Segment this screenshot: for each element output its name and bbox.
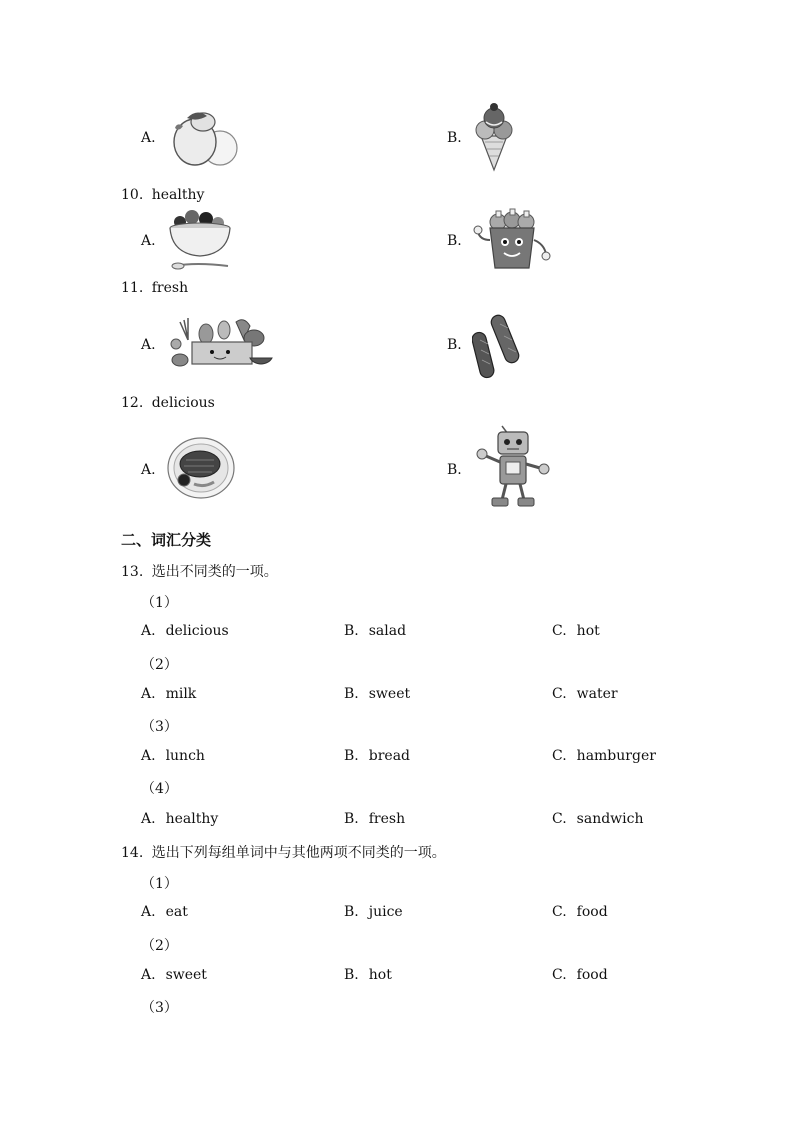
option-letter: C. <box>552 811 567 827</box>
option-letter: B. <box>344 748 359 764</box>
question-word: delicious <box>151 395 215 411</box>
question-10 <box>121 187 204 203</box>
option-c <box>552 904 608 920</box>
question-number: 12. <box>121 395 144 411</box>
option-c <box>552 811 644 827</box>
option-word: delicious <box>165 623 229 639</box>
question-13-prompt <box>121 561 278 581</box>
option-letter: C. <box>552 748 567 764</box>
option-letter: B. <box>344 686 359 702</box>
question-number: 10. <box>121 187 144 203</box>
option-letter: B. <box>344 967 359 983</box>
option-word: salad <box>368 623 407 639</box>
option-b <box>344 811 405 827</box>
option-letter: C. <box>552 686 567 702</box>
option-word: milk <box>165 686 197 702</box>
option-letter: A. <box>141 623 156 639</box>
group-label: （1） <box>141 876 178 892</box>
option-word: hot <box>576 623 600 639</box>
option-letter: A. <box>141 967 156 983</box>
option-b <box>344 967 392 983</box>
option-letter: A. <box>141 904 156 920</box>
option-word: hot <box>368 967 392 983</box>
option-word: eat <box>165 904 188 920</box>
option-word: hamburger <box>576 748 656 764</box>
option-letter: A. <box>141 686 156 702</box>
option-letter: B. <box>344 623 359 639</box>
question-text: 选出不同类的一项。 <box>151 564 278 580</box>
question-word: fresh <box>151 280 189 296</box>
question-14-prompt <box>121 842 446 862</box>
question-number: 11. <box>121 280 144 296</box>
robot-icon <box>472 424 554 512</box>
option-word: lunch <box>165 748 205 764</box>
option-a <box>141 748 205 764</box>
vegetable-basket-icon <box>166 314 276 376</box>
option-a <box>141 686 196 702</box>
option-word: sweet <box>165 967 207 983</box>
option-a <box>141 811 218 827</box>
option-word: juice <box>368 904 403 920</box>
option-letter-9b: B. <box>447 130 462 146</box>
option-word: sandwich <box>576 811 644 827</box>
option-word: healthy <box>165 811 219 827</box>
option-letter: A. <box>141 811 156 827</box>
group-label: （1） <box>141 595 178 611</box>
ice-cream-icon <box>471 102 517 172</box>
fried-chicken-bucket-icon <box>472 208 552 270</box>
group-label: （2） <box>141 938 178 954</box>
group-label: （3） <box>141 719 178 735</box>
option-b <box>344 623 406 639</box>
option-letter: B. <box>344 904 359 920</box>
option-letter-10a: A. <box>141 233 156 249</box>
lemon-icon <box>165 106 241 168</box>
option-a <box>141 904 188 920</box>
option-letter-10b: B. <box>447 233 462 249</box>
question-text: 选出下列每组单词中与其他两项不同类的一项。 <box>151 845 446 861</box>
section-heading: 二、词汇分类 <box>121 531 212 549</box>
option-letter-12a: A. <box>141 462 156 478</box>
option-letter: C. <box>552 967 567 983</box>
steak-plate-icon <box>166 436 236 500</box>
option-letter-11a: A. <box>141 337 156 353</box>
sausage-icon <box>472 310 526 382</box>
option-letter: C. <box>552 904 567 920</box>
fruit-bowl-icon <box>166 208 234 272</box>
option-a <box>141 623 229 639</box>
option-word: bread <box>368 748 410 764</box>
option-word: sweet <box>368 686 411 702</box>
option-letter: B. <box>344 811 359 827</box>
option-letter: A. <box>141 748 156 764</box>
question-12 <box>121 395 215 411</box>
option-letter-11b: B. <box>447 337 462 353</box>
option-c <box>552 686 618 702</box>
question-number: 14. <box>121 845 144 861</box>
option-c <box>552 623 600 639</box>
option-letter: C. <box>552 623 567 639</box>
option-c <box>552 967 608 983</box>
option-word: fresh <box>368 811 406 827</box>
group-label: （4） <box>141 781 178 797</box>
option-b <box>344 904 403 920</box>
option-word: water <box>576 686 618 702</box>
group-label: （2） <box>141 657 178 673</box>
option-b <box>344 686 410 702</box>
group-label: （3） <box>141 1000 178 1016</box>
question-number: 13. <box>121 564 144 580</box>
question-word: healthy <box>151 187 205 203</box>
option-letter-12b: B. <box>447 462 462 478</box>
option-word: food <box>576 967 608 983</box>
option-word: food <box>576 904 608 920</box>
option-a <box>141 967 207 983</box>
option-letter-9a: A. <box>141 130 156 146</box>
option-c <box>552 748 656 764</box>
option-b <box>344 748 410 764</box>
question-11 <box>121 280 188 296</box>
